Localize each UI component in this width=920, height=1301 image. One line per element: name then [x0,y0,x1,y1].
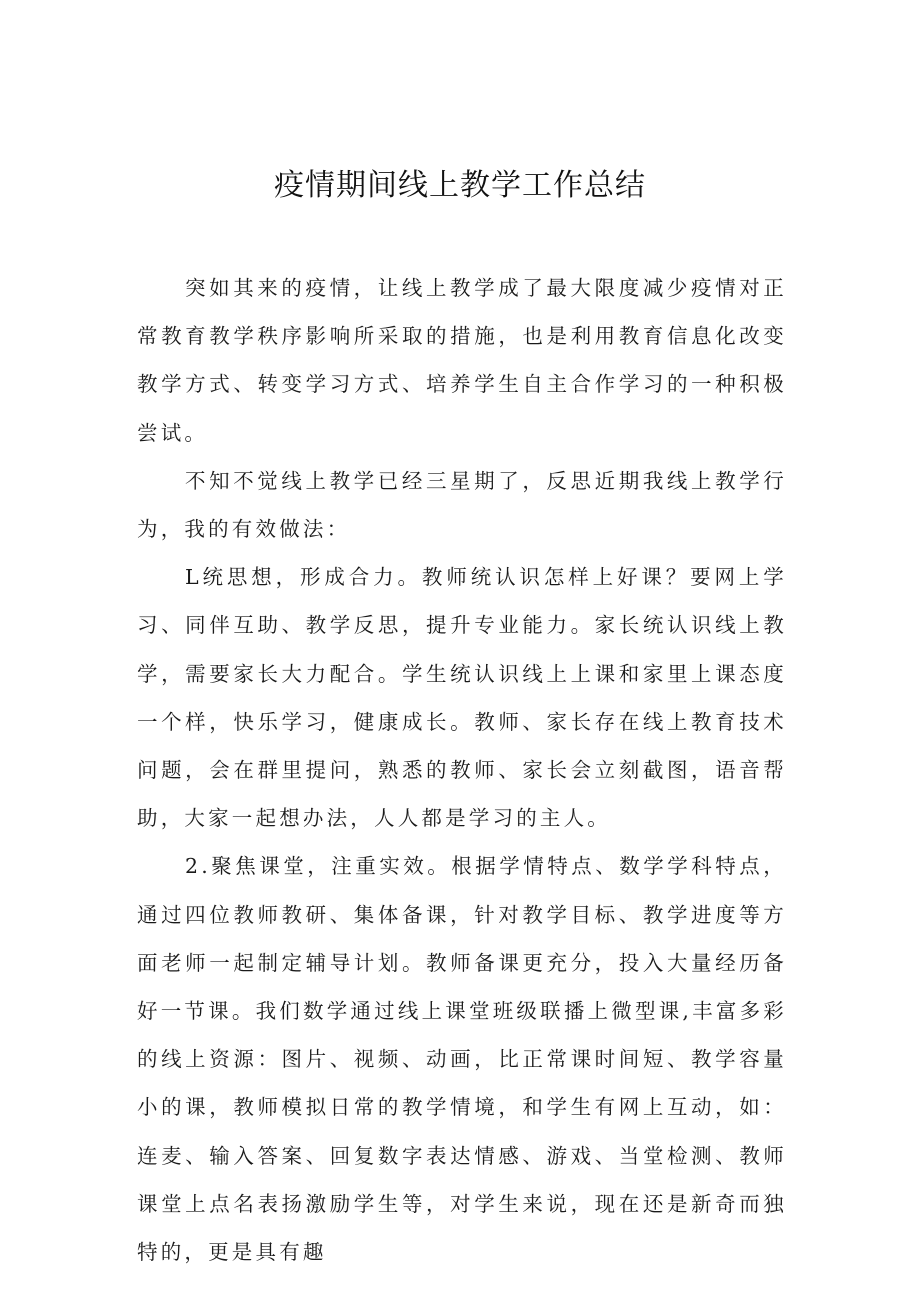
document-body [137,264,787,1276]
paragraph-point-2: 2.聚焦课堂，注重实效。根据学情特点、数学学科特点，通过四位教师教研、集体备课，针对教学目标、教学进度等方面老师一起制定辅导计划。教师备课更充分，投入大量经历备好一节课。我们数学通过线上课堂班级联播上微型课,丰富多彩的线上资源：图片、视频、动画，比正常课时间短、教学容量小的课，教师模拟日常的教学情境，和学生有网上互动，如：连麦、输入答案、回复数字表达情感、游戏、当堂检测、教师课堂上点名表扬激励学生等，对学生来说，现在还是新奇而独特的，更是具有趣 [137,854,787,1265]
paragraph-intro: 突如其来的疫情，让线上教学成了最大限度减少疫情对正常教育教学秩序影响所采取的措施，也是利用教育信息化改变教学方式、转变学习方式、培养学生自主合作学习的一种积极尝试。 [137,276,787,445]
paragraph-reflection: 不知不觉线上教学已经三星期了，反思近期我线上教学行为，我的有效做法： [137,468,787,542]
paragraph-point-1: L统思想，形成合力。教师统认识怎样上好课？要网上学习、同伴互助、教学反思，提升专业能力。家长统认识线上教学，需要家长大力配合。学生统认识线上上课和家里上课态度一个样，快乐学习，健康成长。教师、家长存在线上教育技术问题，会在群里提问，熟悉的教师、家长会立刻截图，语音帮助，大家一起想办法，人人都是学习的主人。 [137,565,787,831]
document-title: 疫情期间线上教学工作总结 [274,168,646,203]
